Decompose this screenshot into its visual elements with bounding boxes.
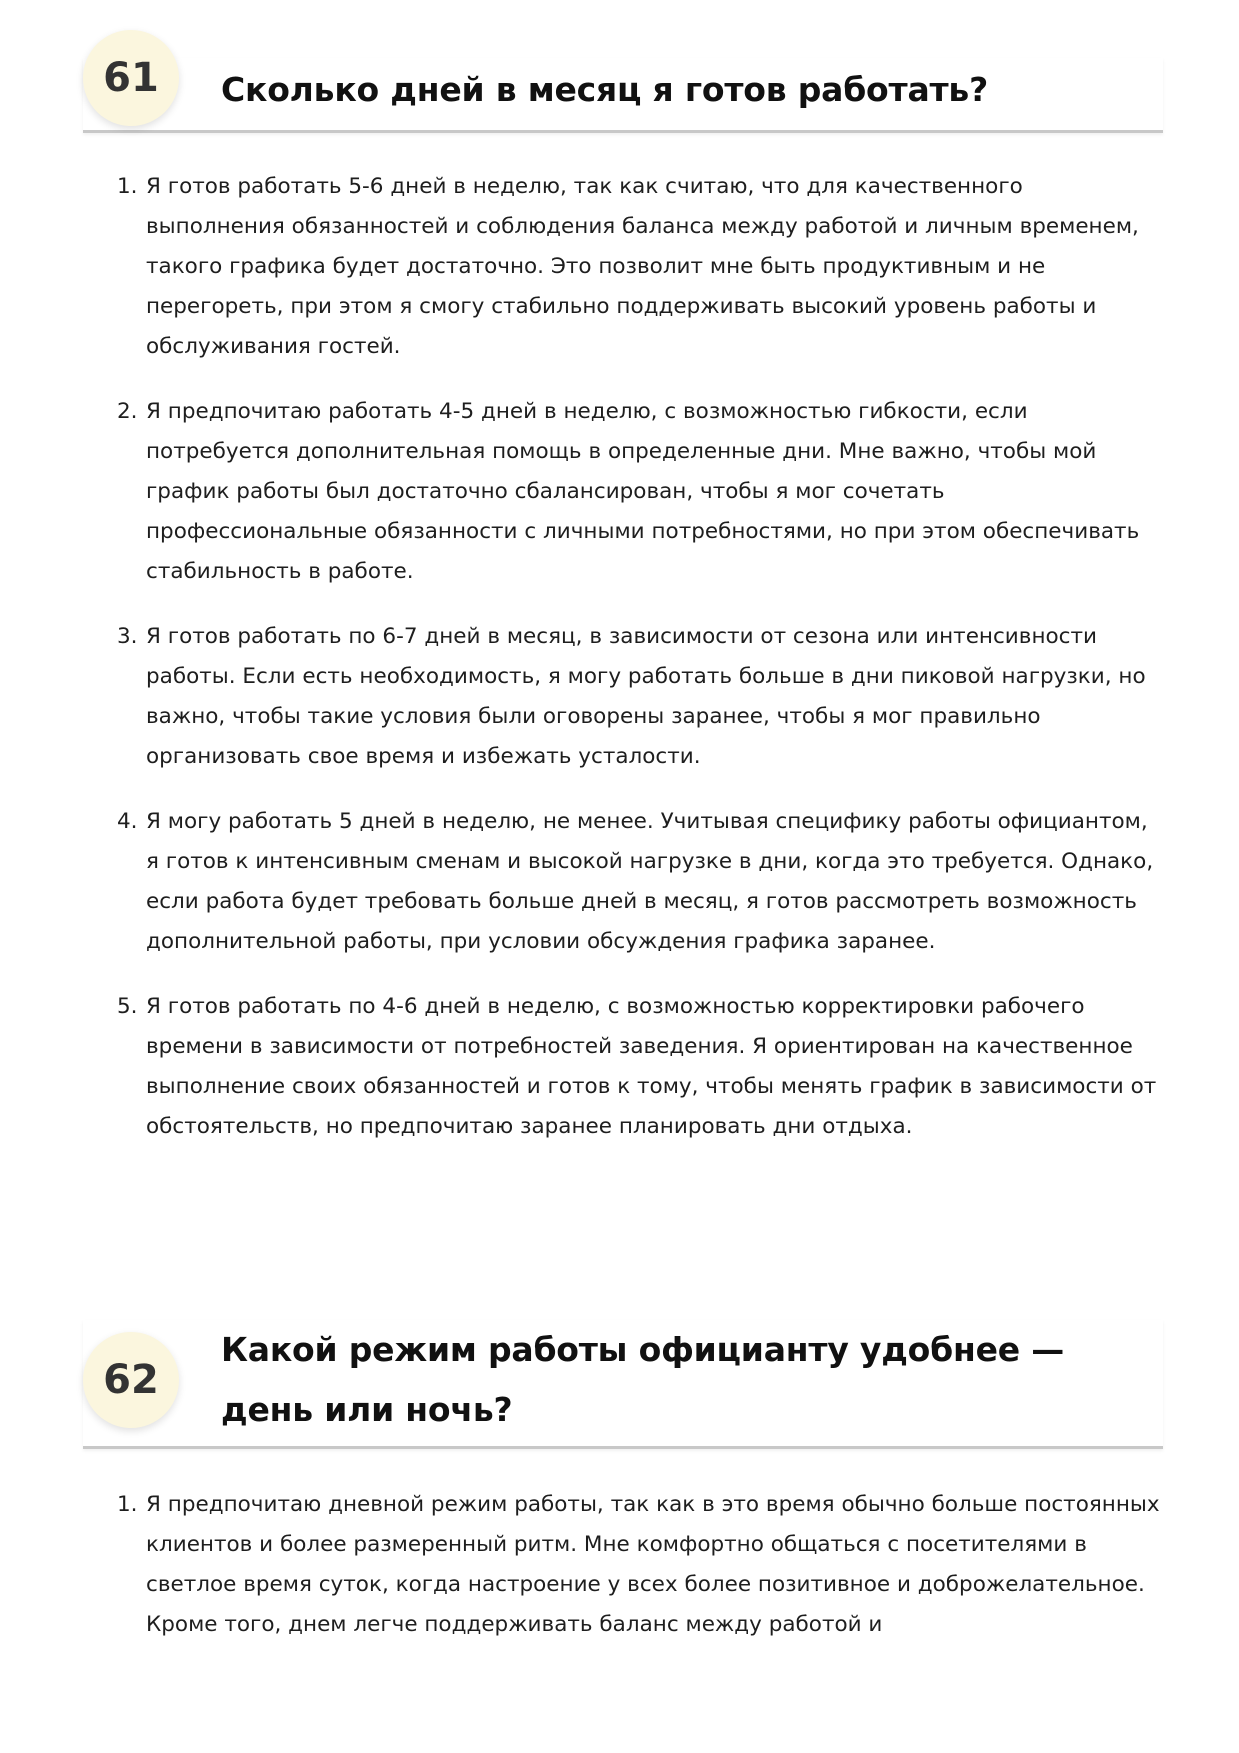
answer-text: Я предпочитаю дневной режим работы, так как в это время обычно больше постоянных клиентов и более размеренный ритм. Мне комфортно общаться с посетителями в светлое время суток, когда настроение у всех более позитивное и доброжелательное. Кроме того, днем легче поддерживать баланс между работой и <box>146 1492 1160 1637</box>
answer-number: 5. <box>117 994 138 1019</box>
answer-number: 3. <box>117 624 138 649</box>
question-title: Сколько дней в месяц я готов работать? <box>221 70 989 109</box>
question-section-61 <box>0 55 1239 1172</box>
answer-item <box>117 392 1161 592</box>
answer-list <box>0 1485 1239 1645</box>
answer-text: Я готов работать по 6-7 дней в месяц, в зависимости от сезона или интенсивности работы. Если есть необходимость, я могу работать больше в дни пиковой нагрузки, но важно, чтобы такие условия были оговорены заранее, чтобы я мог правильно организовать свое время и избежать усталости. <box>146 624 1146 769</box>
answer-item <box>117 987 1161 1147</box>
question-number-badge: 61 <box>83 30 179 126</box>
answer-item <box>117 167 1161 367</box>
answer-item <box>117 617 1161 777</box>
answer-text: Я готов работать по 4-6 дней в неделю, с возможностью корректировки рабочего времени в зависимости от потребностей заведения. Я ориентирован на качественное выполнение своих обязанностей и готов к тому, чтобы менять график в зависимости от обстоятельств, но предпочитаю заранее планировать дни отдыха. <box>146 994 1157 1139</box>
question-number-badge: 62 <box>83 1332 179 1428</box>
question-header <box>83 55 1163 133</box>
question-header <box>83 1320 1163 1449</box>
answer-list <box>0 167 1239 1147</box>
answer-item <box>117 1485 1161 1645</box>
answer-number: 1. <box>117 174 138 199</box>
answer-text: Я могу работать 5 дней в неделю, не менее. Учитывая специфику работы официантом, я готов к интенсивным сменам и высокой нагрузке в дни, когда это требуется. Однако, если работа будет требовать больше дней в месяц, я готов рассмотреть возможность дополнительной работы, при условии обсуждения графика заранее. <box>146 809 1154 954</box>
question-section-62 <box>0 1320 1239 1670</box>
answer-text: Я предпочитаю работать 4-5 дней в неделю, с возможностью гибкости, если потребуется дополнительная помощь в определенные дни. Мне важно, чтобы мой график работы был достаточно сбалансирован, чтобы я мог сочетать профессиональные обязанности с личными потребностями, но при этом обеспечивать стабильность в работе. <box>146 399 1140 584</box>
answer-number: 1. <box>117 1492 138 1517</box>
answer-number: 4. <box>117 809 138 834</box>
question-title: Какой режим работы официанту удобнее — день или ночь? <box>221 1330 1065 1429</box>
answer-item <box>117 802 1161 962</box>
answer-number: 2. <box>117 399 138 424</box>
answer-text: Я готов работать 5-6 дней в неделю, так как считаю, что для качественного выполнения обязанностей и соблюдения баланса между работой и личным временем, такого графика будет достаточно. Это позволит мне быть продуктивным и не перегореть, при этом я смогу стабильно поддерживать высокий уровень работы и обслуживания гостей. <box>146 174 1139 359</box>
